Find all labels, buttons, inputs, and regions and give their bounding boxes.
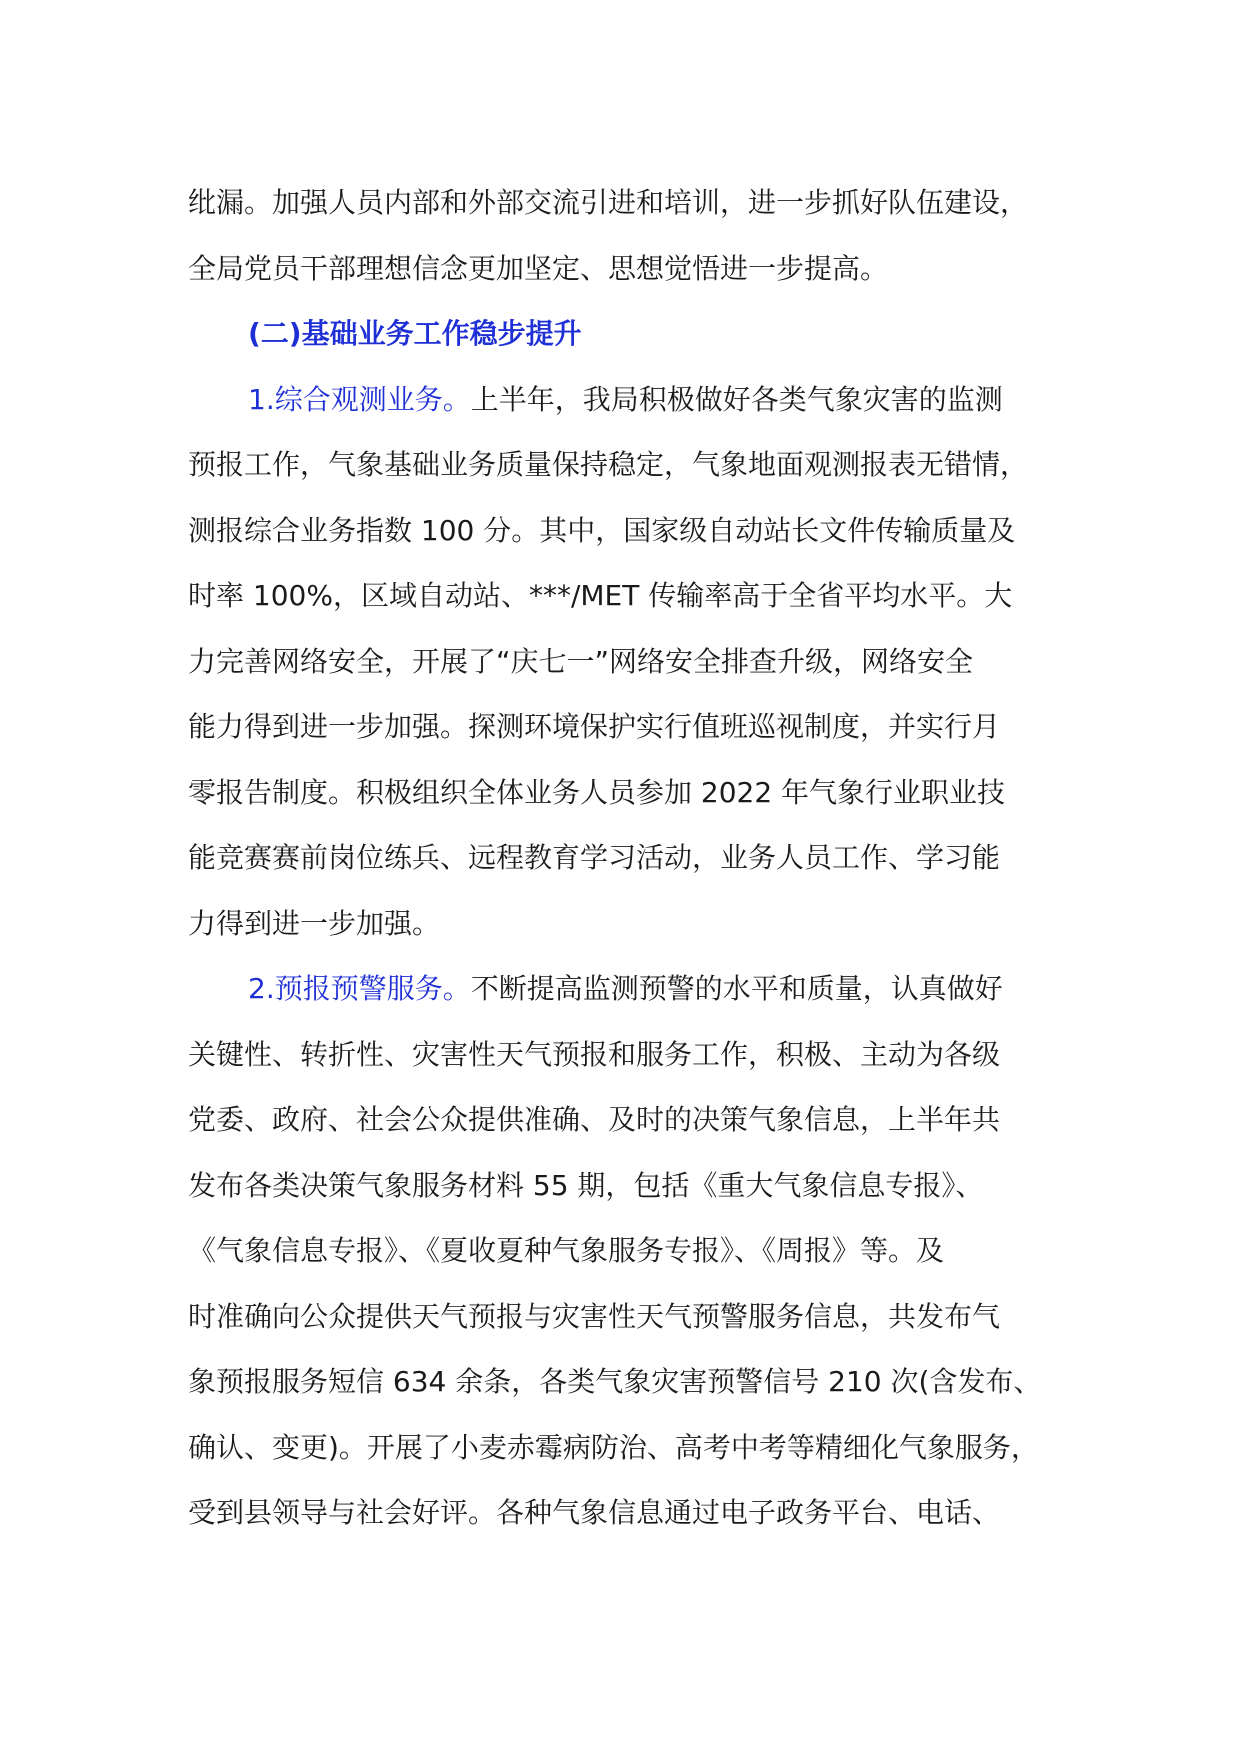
paragraph-line: 时率 100%，区域自动站、***/MET 传输率高于全省平均水平。大 [188,579,1013,612]
paragraph-line: 时准确向公众提供天气预报与灾害性天气预警服务信息，共发布气 [188,1299,1001,1333]
paragraph-line: 全局党员干部理想信念更加坚定、思想觉悟进一步提高。 [188,251,889,285]
paragraph-line: 力得到进一步加强。 [188,906,441,940]
paragraph-line: 党委、政府、社会公众提供准确、及时的决策气象信息，上半年共 [188,1103,1001,1136]
paragraph-line: 象预报服务短信 634 余条，各类气象灾害预警信号 210 次(含发布、 [188,1365,1042,1398]
paragraph-line: 预报工作，气象基础业务质量保持稳定，气象地面观测报表无错情， [188,448,1029,481]
paragraph-line: 发布各类决策气象服务材料 55 期，包括《重大气象信息专报》、 [188,1168,984,1202]
paragraph-line: 力完善网络安全，开展了“庆七一”网络安全排查升级，网络安全 [188,644,974,678]
paragraph-line: 受到县领导与社会好评。各种气象信息通过电子政务平台、电话、 [188,1496,1001,1529]
paragraph-line: 能力得到进一步加强。探测环境保护实行值班巡视制度，并实行月 [188,710,1001,743]
paragraph-line: 关键性、转折性、灾害性天气预报和服务工作，积极、主动为各级 [188,1037,1001,1071]
paragraph-line: 《气象信息专报》、《夏收夏种气象服务专报》、《周报》等。及 [188,1234,945,1267]
paragraph-line: 纰漏。加强人员内部和外部交流引进和培训，进一步抓好队伍建设， [188,186,1029,219]
section2-lead: 2.预报预警服务。 [248,972,471,1005]
section1-first-line-text: 上半年，我局积极做好各类气象灾害的监测 [470,382,1003,416]
paragraph-line: 零报告制度。积极组织全体业务人员参加 2022 年气象行业职业技 [188,775,1006,809]
section1-first-line [188,367,1068,433]
paragraph-line: 确认、变更)。开展了小麦赤霉病防治、高考中考等精细化气象服务， [188,1430,1039,1464]
document-page [188,170,1068,1546]
paragraph-line: 能竞赛赛前岗位练兵、远程教育学习活动，业务人员工作、学习能 [188,841,1001,874]
paragraph-line: 测报综合业务指数 100 分。其中，国家级自动站长文件传输质量及 [188,513,1016,547]
section2-first-line-text: 不断提高监测预警的水平和质量，认真做好 [470,972,1003,1005]
section1-lead: 1.综合观测业务。 [248,382,471,416]
section2-first-line [188,956,1068,1022]
section-heading: (二)基础业务工作稳步提升 [248,317,582,350]
